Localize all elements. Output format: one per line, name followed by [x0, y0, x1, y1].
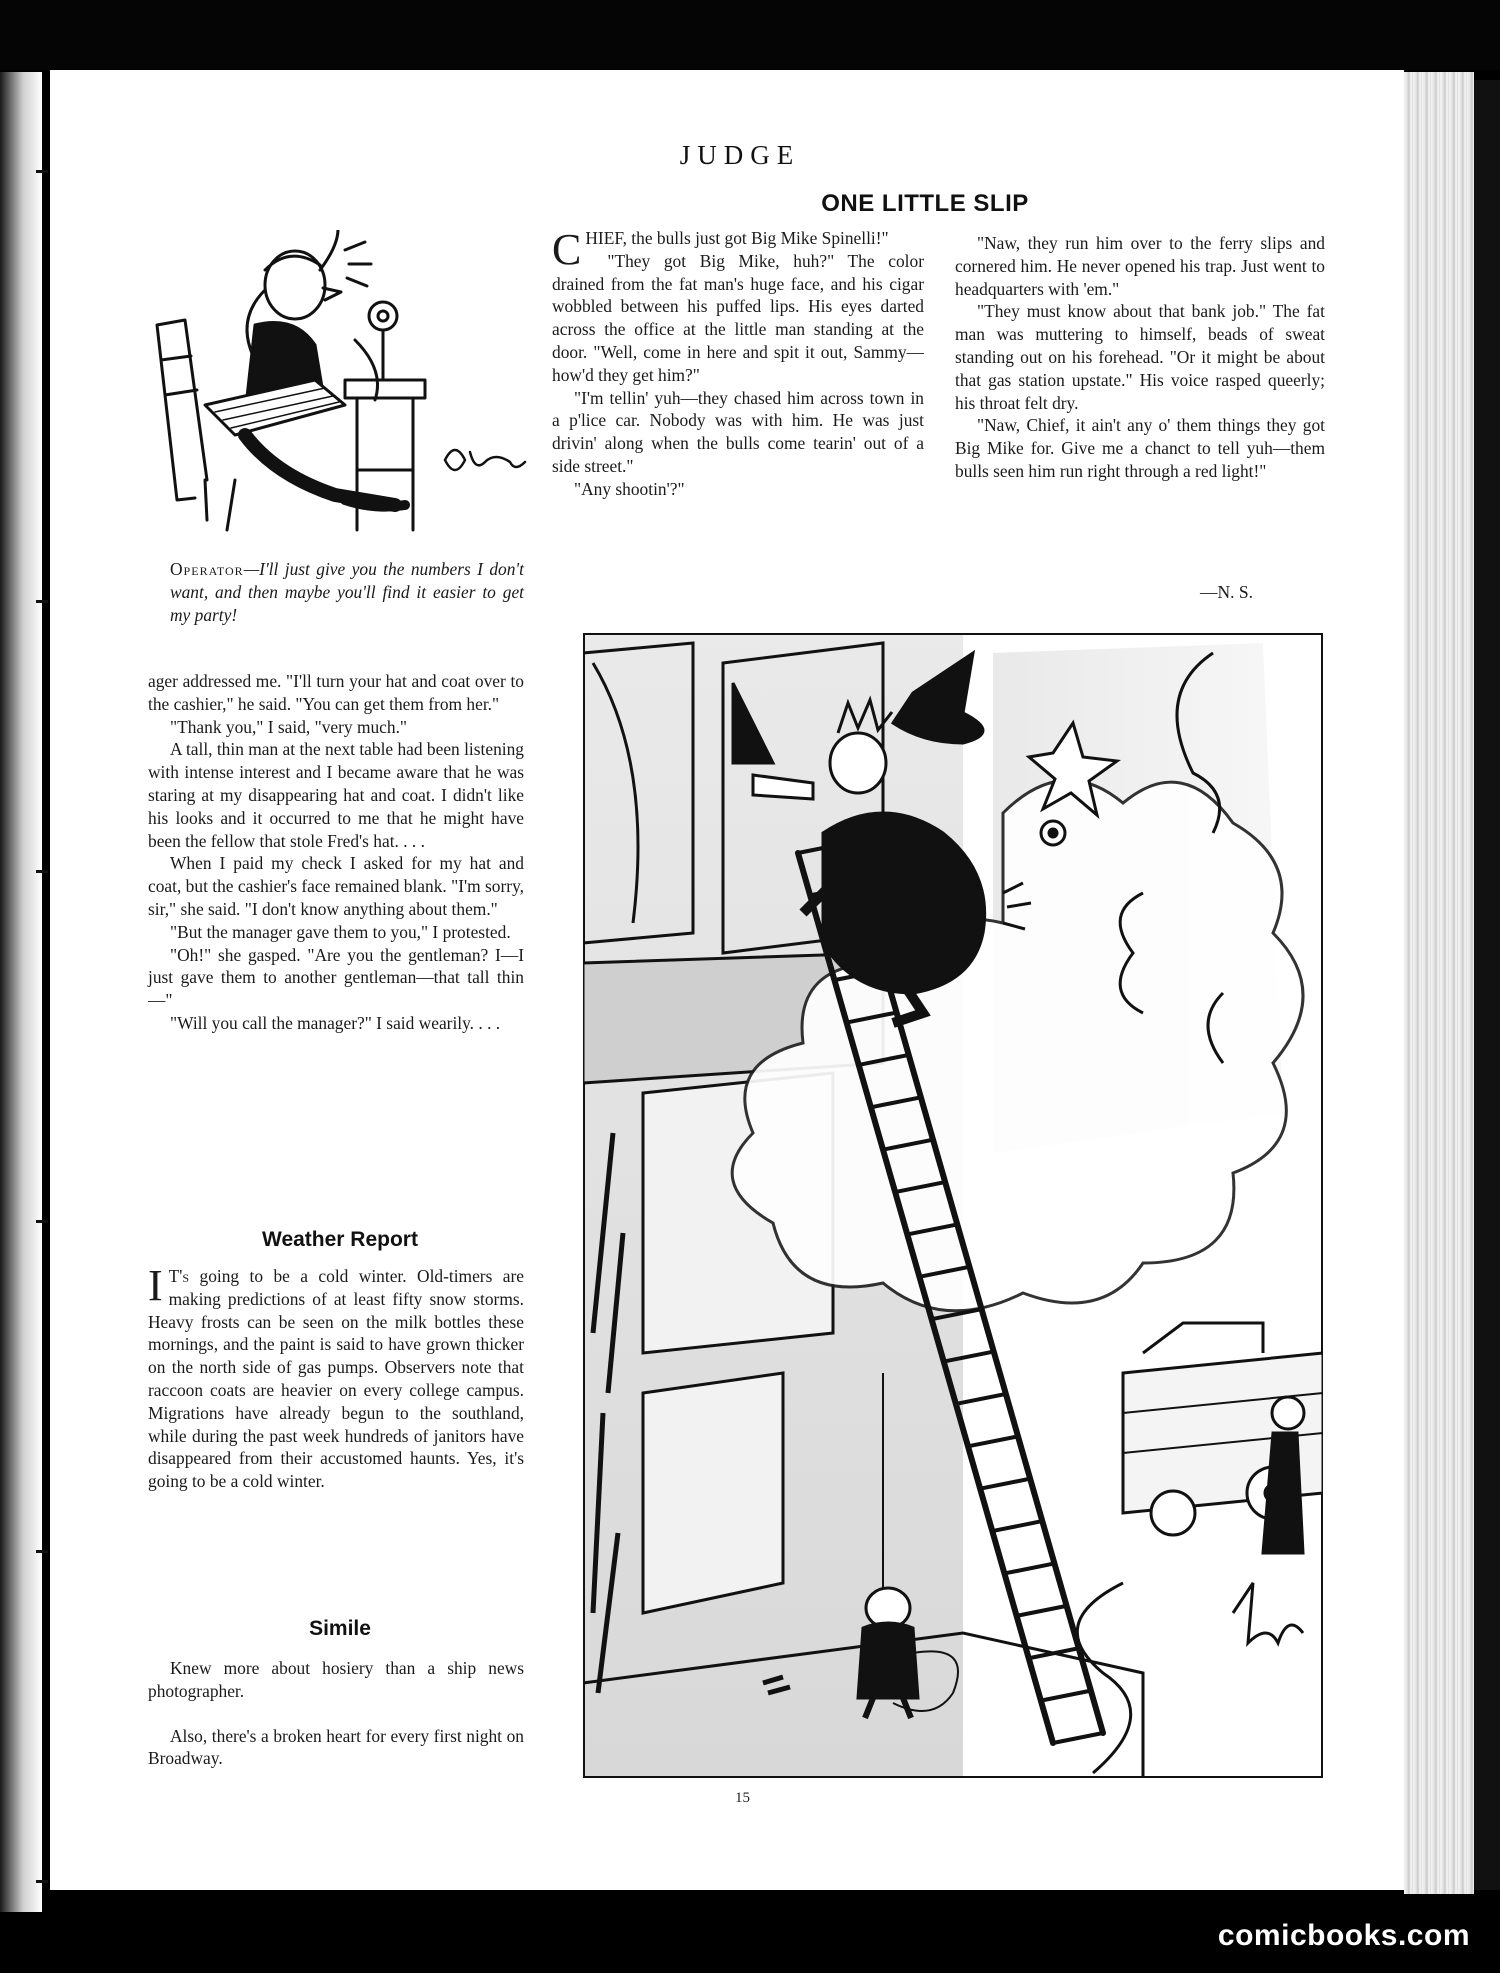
simile-paragraph: Also, there's a broken heart for every first night on Broadway. — [148, 1725, 524, 1769]
story-paragraph: "Oh!" she gasped. "Are you the gentleman? I—I just gave them to another gentleman—that tall thin—" — [148, 944, 524, 1011]
weather-article — [148, 1261, 524, 1493]
story-paragraph: "Will you call the manager?" I said wearily. . . . — [170, 1012, 501, 1033]
story-paragraph: "Any shootin'?" — [574, 478, 685, 499]
story-paragraph: "Thank you," I said, "very much." — [170, 716, 408, 737]
story-title: ONE LITTLE SLIP — [821, 190, 1029, 217]
story-paragraph: When I paid my check I asked for my hat and coat, but the cashier's face remained blank. "I'm sorry, sir," she said. "I don't know anything about them." — [148, 853, 524, 919]
simile-paragraph: Knew more about hosiery than a ship news photographer. — [148, 1658, 524, 1701]
story-dropcap: C — [552, 225, 582, 274]
story-paragraph: "I'm tellin' yuh—they chased him across town in a p'lice car. Nobody was with him. He was just drivin' along when the bulls come tearin' out of a side street." — [552, 387, 924, 476]
story-signature: —N. S. — [1200, 582, 1253, 602]
book-cover-edge — [1474, 80, 1500, 1890]
ladder-explosion-cartoon — [583, 633, 1323, 1778]
site-watermark: comicbooks.com — [1217, 1919, 1470, 1952]
telephone-operator-cartoon — [145, 230, 530, 550]
caption-text: —I'll just give you the numbers I don't want, and then maybe you'll find it easier to get my party! — [170, 559, 524, 625]
story-paragraph: ager addressed me. "I'll turn your hat and coat over to the cashier," he said. "You can get them from her." — [148, 671, 524, 714]
story-paragraph: "They must know about that bank job." The fat man was muttering to himself, beads of sweat standing out on his forehead. "Or it might be about that gas station upstate." His voice rasped queerly; his throat felt dry. — [955, 301, 1325, 413]
story-column-1 — [552, 227, 924, 501]
story-paragraph: CHIEF, the bulls just got Big Mike Spinelli!" — [552, 225, 889, 274]
binding-stitches — [36, 80, 50, 1880]
left-story-column — [148, 670, 524, 1035]
weather-paragraph: I T's going to be a cold winter. Old-timers are making predictions of at least fifty snow storms. Heavy frosts can be seen on the milk bottles these mornings, and the paint is said to have grown thicker on the north side of gas pumps. Observers note that raccoon coats are heavier on every college campus. Migrations have already begun to the southland, while during the past week hundreds of janitors have disappeared from their accustomed haunts. Yes, it's going to be a cold winter. — [148, 1261, 524, 1492]
story-paragraph: "Naw, Chief, it ain't any o' them things they got Big Mike for. Give me a chanct to tell yuh—them bulls seen him run right through a red light!" — [955, 415, 1325, 481]
cartoon-caption — [170, 558, 524, 627]
book-page-edges — [1404, 72, 1474, 1894]
masthead: JUDGE — [679, 140, 801, 170]
weather-dropcap: I — [148, 1261, 163, 1310]
page-number: 15 — [735, 1790, 750, 1806]
story-paragraph: "Naw, they run him over to the ferry slips and cornered him. He never opened his trap. Just went to headquarters with 'em." — [955, 233, 1325, 299]
caption-speaker: Operator — [170, 559, 244, 579]
story-column-2 — [955, 232, 1325, 483]
weather-heading: Weather Report — [262, 1228, 418, 1251]
story-paragraph: A tall, thin man at the next table had been listening with intense interest and I became aware that he was staring at my disappearing hat and coat. I didn't like his looks and it occurred to me that he might have been the fellow that stole Fred's hat. . . . — [148, 739, 525, 851]
story-paragraph: "But the manager gave them to you," I protested. — [170, 921, 511, 942]
simile-heading: Simile — [309, 1617, 371, 1640]
scan-background — [0, 0, 1500, 70]
simile-article — [148, 1657, 524, 1792]
story-paragraph: "They got Big Mike, huh?" The color drained from the fat man's huge face, and his cigar wobbled between his puffed lips. His eyes darted across the office at the little man standing at the door. "Well, come in here and spit it out, Sammy—how'd they get him?" — [552, 250, 924, 385]
